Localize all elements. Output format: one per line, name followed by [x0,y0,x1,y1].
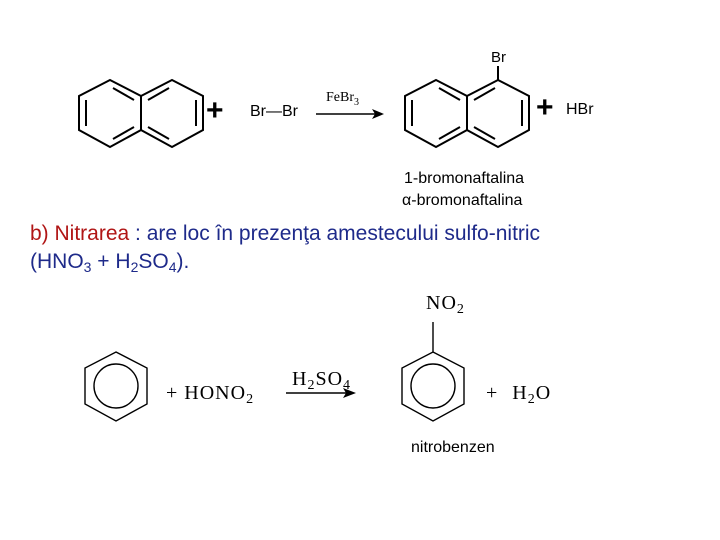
benzene-structure [85,352,147,421]
product-name-1: 1-bromonaftalina [404,170,525,187]
formula-h: + H [91,250,131,273]
formula-subscript: 2 [130,259,139,275]
heading-line-1 [30,220,690,248]
catalyst-subscript: 3 [354,97,359,108]
formula-so: SO [138,250,169,273]
heading-line-2 [30,248,690,276]
product-name-2: α-bromonaftalina [402,192,523,209]
catalyst-h: H [292,368,308,390]
nitro-no: NO [426,292,457,314]
nitrobenzene-structure [402,322,464,421]
section-b-description: : are loc în prezenţa amestecului sulfo-nitric [129,222,541,245]
catalyst-subscript: 4 [343,378,352,393]
catalyst-formula: FeBr [326,90,354,105]
bromine-reagent: Br—Br [250,103,298,120]
plus-sign: + [166,382,179,404]
reaction-arrow-1 [316,109,384,119]
formula-subscript: 4 [168,259,177,275]
water-h: H [512,382,528,404]
water-subscript: 2 [527,392,536,407]
formula-close: ). [176,250,190,273]
plus-sign: + [536,91,554,124]
catalyst-label [326,90,359,106]
formula-subscript: 3 [83,259,92,275]
product-name-nitrobenzene: nitrobenzen [411,439,495,456]
water-byproduct [486,382,552,407]
plus-sign: + [486,382,499,404]
catalyst-subscript: 2 [307,378,316,393]
naphthalene-structure [79,80,203,147]
water-o: O [535,382,552,404]
reagent-formula: HONO [184,382,247,404]
bromonaphthalene-structure [405,66,529,147]
nitro-substituent [426,292,465,317]
hbr-byproduct: HBr [566,101,594,118]
reagent-subscript: 2 [246,392,255,407]
nitro-subscript: 2 [456,302,465,317]
reagent-label [166,382,255,407]
acid-catalyst-label [292,368,352,393]
section-b-title: b) Nitrarea [30,222,130,245]
catalyst-so: SO [315,368,344,390]
section-b-heading [30,220,690,276]
bromo-substituent: Br [491,49,506,66]
formula-hno: (HNO [30,250,84,273]
plus-sign: + [206,94,224,127]
